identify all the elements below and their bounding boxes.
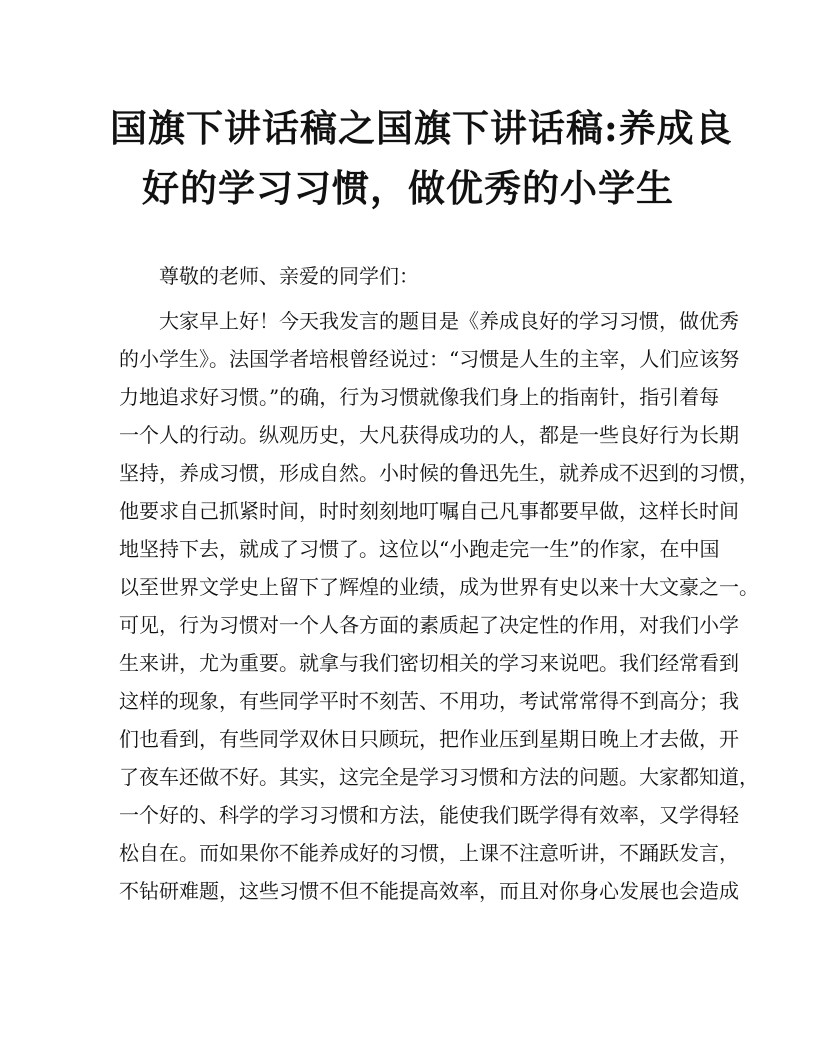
paragraph-line: 一个人的行动。纵观历史，大凡获得成功的人，都是一些良好行为长期: [119, 423, 739, 447]
paragraph-line: 们也看到，有些同学双休日只顾玩，把作业压到星期日晚上才去做，开: [119, 727, 739, 751]
paragraph-line: 可见，行为习惯对一个人各方面的素质起了决定性的作用，对我们小学: [119, 613, 739, 637]
paragraph-line: 松自在。而如果你不能养成好的习惯，上课不注意听讲，不踊跃发言，: [119, 841, 739, 865]
document-title-line-2: 好的学习习惯，做优秀的小学生: [142, 166, 674, 210]
paragraph-line: 大家早上好！今天我发言的题目是《养成良好的学习习惯，做优秀: [159, 309, 739, 333]
document-title-line-1: 国旗下讲话稿之国旗下讲话稿:养成良: [110, 106, 733, 150]
paragraph-line: 的小学生》。法国学者培根曾经说过：“习惯是人生的主宰，人们应该努: [119, 347, 740, 371]
paragraph-line: 一个好的、科学的学习习惯和方法，能使我们既学得有效率，又学得轻: [119, 803, 739, 827]
paragraph-line: 力地追求好习惯。”的确，行为习惯就像我们身上的指南针，指引着每: [119, 385, 720, 409]
paragraph-line: 了夜车还做不好。其实，这完全是学习习惯和方法的问题。大家都知道，: [119, 765, 759, 789]
paragraph-line: 生来讲，尤为重要。就拿与我们密切相关的学习来说吧。我们经常看到: [119, 651, 739, 675]
paragraph-line: 他要求自己抓紧时间，时时刻刻地叮嘱自己凡事都要早做，这样长时间: [119, 499, 739, 523]
paragraph-line: 不钻研难题，这些习惯不但不能提高效率，而且对你身心发展也会造成: [119, 879, 739, 903]
paragraph-line: 地坚持下去，就成了习惯了。这位以“小跑走完一生”的作家，在中国: [119, 537, 720, 561]
paragraph-line: 以至世界文学史上留下了辉煌的业绩，成为世界有史以来十大文豪之一。: [119, 575, 759, 599]
paragraph-line: 这样的现象，有些同学平时不刻苦、不用功，考试常常得不到高分；我: [119, 689, 739, 713]
salutation: 尊敬的老师、亲爱的同学们：: [159, 264, 419, 288]
paragraph-line: 坚持，养成习惯，形成自然。小时候的鲁迅先生，就养成不迟到的习惯，: [119, 461, 759, 485]
